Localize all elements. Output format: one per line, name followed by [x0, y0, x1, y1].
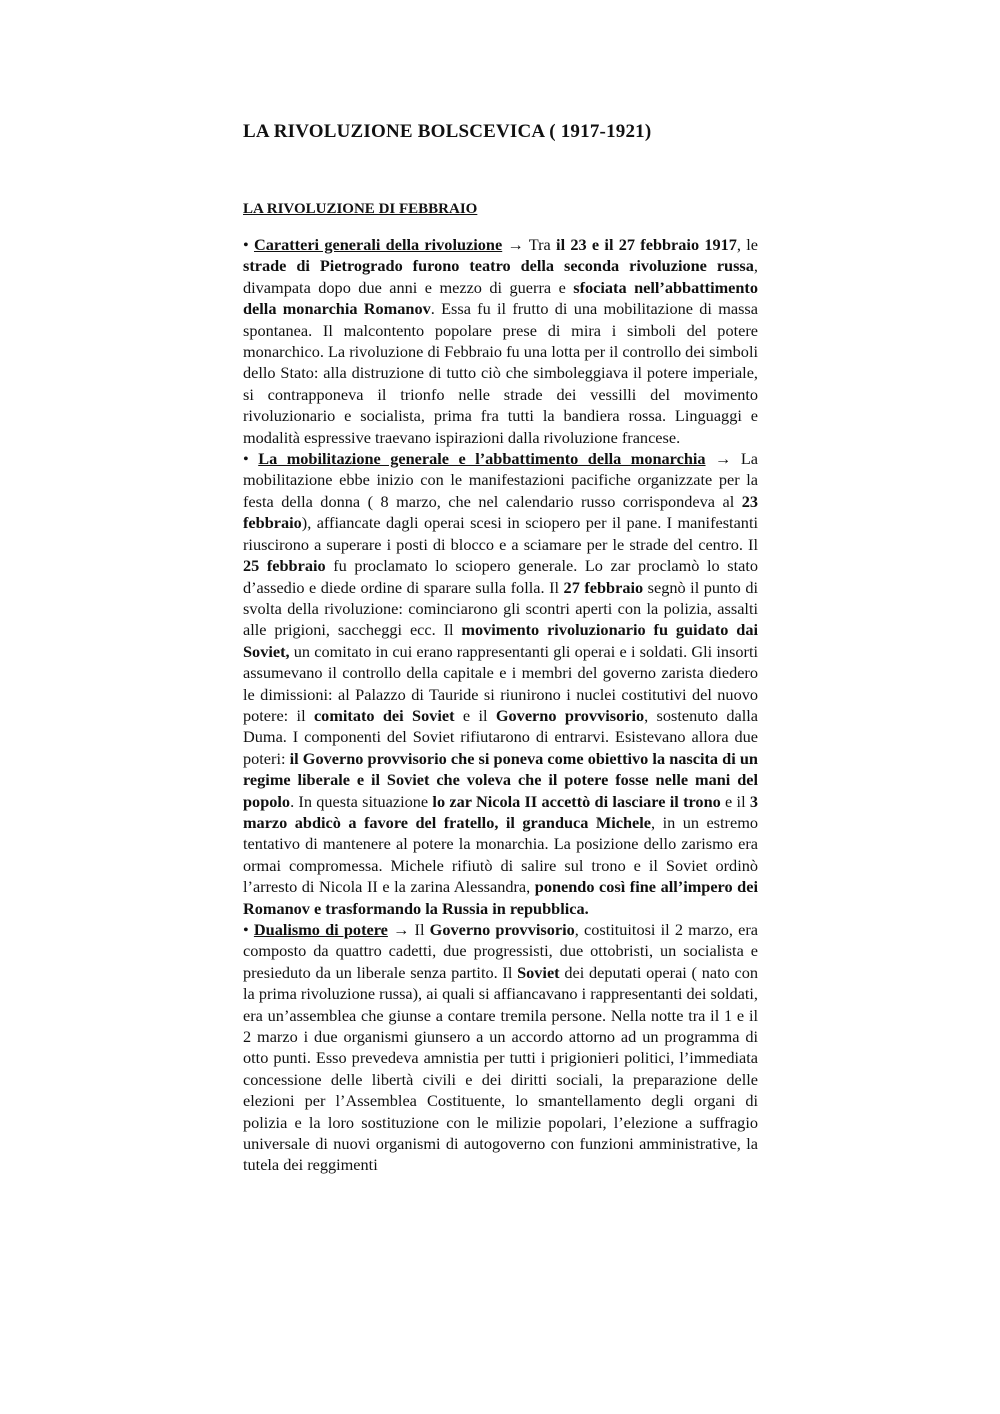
- bold-text-run: 25 febbraio: [243, 556, 326, 576]
- paragraph-heading: Dualismo di potere: [253, 920, 388, 939]
- bullet-icon: •: [243, 449, 249, 469]
- text-run: ), affiancate dagli operai scesi in sciopero per il pane. I manifestanti riuscirono a superare i posti di blocco e a sciamare per le strade del centro. Il: [243, 513, 758, 554]
- text-run: , in un estremo tentativo di mantenere al potere la monarchia. La posizione dello zarismo era ormai compromessa. Michele rifiutò di salire sul trono e il Soviet ordinò l’arresto di Nicola II e la zarina Alessandra,: [243, 812, 758, 897]
- text-run: dei deputati operai ( nato con la prima rivoluzione russa), ai quali si affiancavano i rappresentanti dei soldati, era un’assemblea che giunse a contare tremila persone. Nella notte tra il 1 e il 2 marzo i due organismi giunsero a un accordo attorno ad un programma di otto punti. Esso prevedeva amnistia per tutti i prigionieri politici, l’immediata concessione delle libertà civili e dei diritti sociali, la preparazione delle elezioni per l’Assemblea Costituente, lo smantellamento degli organi di polizia e la loro sostituzione con le milizie popolari, l’elezione a suffragio universale di nuovi organismi di autogoverno con funzioni amministrative, la tutela dei reggimenti: [243, 962, 758, 1175]
- bold-text-run: il Governo provvisorio che si poneva come obiettivo la nascita di un regime liberale e il Soviet che voleva che il potere fosse nelle mani del popolo: [243, 748, 758, 811]
- paragraph-dualismo: [243, 919, 758, 1176]
- paragraph-heading: Caratteri generali della rivoluzione: [253, 235, 503, 254]
- text-run: segnò il punto di svolta della rivoluzione: cominciarono gli scontri aperti con la polizia, assalti alle prigioni, saccheggi ecc. Il: [243, 577, 759, 640]
- text-run: , divampata dopo due anni e mezzo di guerra e: [243, 256, 758, 297]
- arrow-icon: →: [393, 920, 410, 939]
- text-run: , le: [736, 235, 759, 254]
- paragraph-caratteri-generali: [243, 234, 758, 448]
- text-run: e il: [720, 791, 750, 811]
- bold-text-run: 23 febbraio: [243, 491, 758, 533]
- text-run: , costituitosi il 2 marzo, era composto da quattro cadetti, due progressisti, due ottobristi, un socialista e presieduto da un liberale senza partito. Il: [243, 920, 758, 982]
- text-run: Tra: [523, 235, 557, 254]
- text-run: . Essa fu il frutto di una mobilitazione di massa spontanea. Il malcontento popolare prese di mira i simboli del potere monarchico. La rivoluzione di Febbraio fu una lotta per il controllo dei simboli dello Stato: alla distruzione di tutto ciò che simboleggiava il potere imperiale, si contrapponeva il trionfo nelle strade dei vessilli del movimento rivoluzionario e socialista, prima fra tutti la bandiera rossa. Linguaggi e modalità espressive traevano ispirazioni dalla rivoluzione francese.: [243, 299, 758, 447]
- bold-text-run: 27 febbraio: [563, 577, 644, 597]
- paragraph-mobilitazione: [243, 448, 758, 919]
- bold-text-run: movimento rivoluzionario fu guidato dai Soviet,: [243, 620, 758, 661]
- bold-text-run: Governo provvisorio: [495, 705, 645, 725]
- text-run: fu proclamato lo sciopero generale. Lo zar proclamò lo stato d’assedio e diede ordine di sparare sulla folla. Il: [243, 556, 758, 597]
- paragraph-text: [243, 449, 758, 918]
- paragraph-heading: La mobilitazione generale e l’abbattimento della monarchia: [258, 449, 706, 469]
- text-run: e il: [454, 705, 496, 725]
- text-run: La mobilitazione ebbe inizio con le manifestazioni pacifiche organizzate per la festa della donna ( 8 marzo, che nel calendario russo corrispondeva al: [243, 449, 758, 511]
- paragraph-text: [243, 920, 758, 1174]
- bullet-icon: •: [243, 920, 249, 939]
- text-run: . In questa situazione: [290, 791, 433, 811]
- arrow-icon: →: [715, 449, 732, 469]
- bold-text-run: Soviet: [517, 962, 560, 982]
- text-run: , sostenuto dalla Duma. I componenti del Soviet rifiutarono di entrarvi. Esistevano allora due poteri:: [243, 705, 759, 768]
- bold-text-run: sfociata nell’abbattimento della monarchia Romanov: [243, 277, 758, 319]
- bullet-icon: •: [243, 235, 249, 254]
- bold-text-run: 3 marzo abdicò a favore del fratello, il granduca Michele: [243, 791, 759, 832]
- document-title: LA RIVOLUZIONE BOLSCEVICA ( 1917-1921): [243, 121, 652, 142]
- text-run: Il: [409, 920, 430, 939]
- bold-text-run: ponendo così fine all’impero dei Romanov e trasformando la Russia in repubblica.: [243, 877, 758, 918]
- bold-text-run: Governo provvisorio: [429, 920, 575, 939]
- bold-text-run: comitato dei Soviet: [313, 705, 455, 725]
- text-run: un comitato in cui erano rappresentanti gli operai e i soldati. Gli insorti assumevano il controllo della capitale e i membri del governo zarista diedero le dimissioni: al Palazzo di Tauride si riunirono i nuclei costitutivi del nuovo potere: il: [243, 641, 758, 725]
- body-text: [243, 234, 758, 1176]
- arrow-icon: →: [507, 235, 524, 254]
- bold-text-run: strade di Pietrogrado furono teatro della seconda rivoluzione russa: [243, 256, 754, 276]
- paragraph-text: [243, 235, 758, 447]
- section-heading: LA RIVOLUZIONE DI FEBBRAIO: [243, 201, 478, 217]
- bold-text-run: il 23 e il 27 febbraio 1917: [556, 235, 737, 254]
- bold-text-run: lo zar Nicola II accettò di lasciare il trono: [432, 791, 721, 811]
